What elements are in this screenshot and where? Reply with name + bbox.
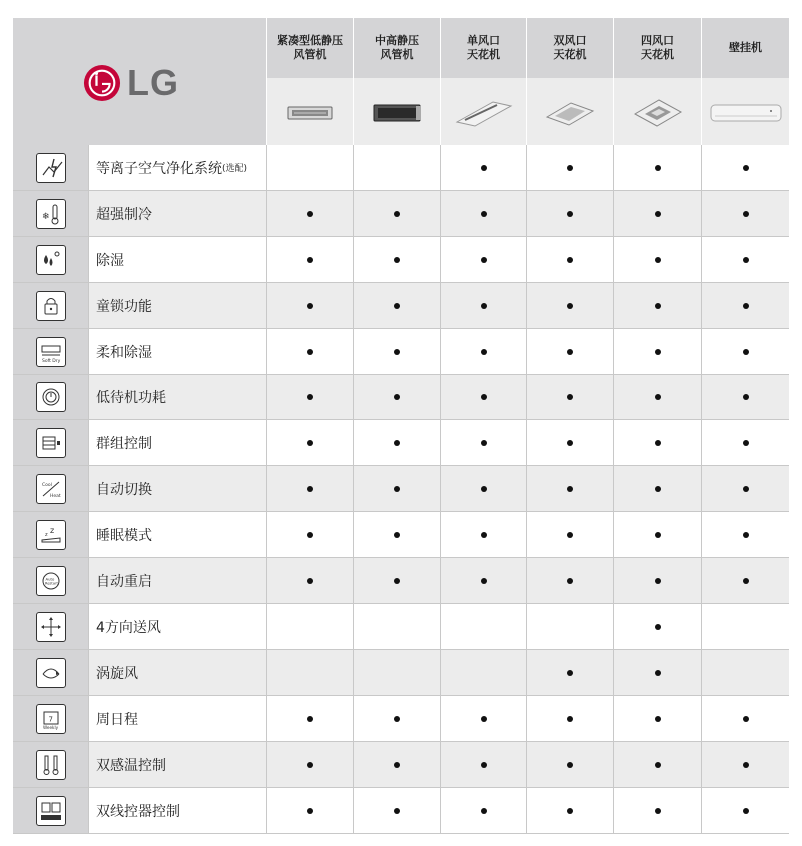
supported-dot [307, 440, 313, 446]
support-cell [613, 650, 701, 696]
support-cell [613, 696, 701, 742]
supported-dot [567, 578, 573, 584]
support-cell [613, 237, 701, 283]
support-cell [701, 420, 789, 466]
support-cell [526, 512, 613, 558]
supported-dot [655, 578, 661, 584]
column-header [526, 18, 613, 145]
feature-name: 除湿 [96, 252, 124, 269]
support-cell [613, 145, 701, 191]
supported-dot [567, 670, 573, 676]
supported-dot [394, 716, 400, 722]
table-row [13, 420, 789, 466]
supported-dot [394, 440, 400, 446]
support-cell [526, 237, 613, 283]
support-cell [701, 604, 789, 650]
feature-icon-cell [13, 283, 88, 329]
support-cell [613, 788, 701, 834]
support-cell [353, 512, 440, 558]
table-row [13, 558, 789, 604]
supported-dot [307, 349, 313, 355]
support-cell [353, 696, 440, 742]
support-cell [353, 420, 440, 466]
supported-dot [567, 532, 573, 538]
support-cell [353, 283, 440, 329]
supported-dot [655, 440, 661, 446]
supported-dot [567, 394, 573, 400]
supported-dot [655, 349, 661, 355]
supported-dot [655, 165, 661, 171]
support-cell [266, 420, 353, 466]
supported-dot [307, 211, 313, 217]
feature-icon-cell [13, 604, 88, 650]
logo-text: LG [127, 62, 179, 103]
supported-dot [743, 211, 749, 217]
support-cell [266, 650, 353, 696]
support-cell [701, 145, 789, 191]
supported-dot [394, 394, 400, 400]
supported-dot [307, 578, 313, 584]
support-cell [266, 145, 353, 191]
row-divider [13, 833, 789, 834]
support-cell [266, 283, 353, 329]
support-cell [613, 283, 701, 329]
support-cell [266, 237, 353, 283]
support-cell [353, 145, 440, 191]
feature-label [96, 329, 152, 375]
supported-dot [743, 762, 749, 768]
supported-dot [567, 211, 573, 217]
feature-icon-cell [13, 696, 88, 742]
4-way-airflow-icon [36, 612, 66, 642]
support-cell [613, 558, 701, 604]
supported-dot [567, 349, 573, 355]
supported-dot [743, 716, 749, 722]
support-cell [266, 466, 353, 512]
plasma-air-purification-icon [36, 153, 66, 183]
table-row [13, 788, 789, 834]
feature-label [96, 375, 166, 421]
supported-dot [743, 165, 749, 171]
support-cell [266, 512, 353, 558]
feature-icon-cell [13, 466, 88, 512]
2-way-cassette-image [527, 78, 613, 145]
support-cell [701, 375, 789, 421]
supported-dot [481, 165, 487, 171]
feature-name: 涡旋风 [96, 665, 138, 682]
supported-dot [307, 532, 313, 538]
supported-dot [567, 762, 573, 768]
svg-text:Cool: Cool [41, 483, 52, 489]
supported-dot [655, 762, 661, 768]
table-row [13, 742, 789, 788]
feature-icon-cell [13, 742, 88, 788]
feature-name: 自动重启 [96, 574, 152, 591]
supported-dot [481, 532, 487, 538]
feature-name: 童锁功能 [96, 298, 152, 315]
support-cell [526, 145, 613, 191]
svg-text:Soft Dry: Soft Dry [41, 358, 60, 364]
support-cell [353, 742, 440, 788]
column-divider [88, 145, 89, 834]
supported-dot [743, 303, 749, 309]
lg-logo [83, 62, 179, 104]
supported-dot [307, 808, 313, 814]
support-cell [526, 604, 613, 650]
support-cell [526, 788, 613, 834]
support-cell [526, 283, 613, 329]
feature-label [96, 420, 152, 466]
column-name: 中高静压 风管机 [354, 18, 440, 78]
svg-text:Heat: Heat [49, 494, 61, 500]
soft-dry-icon [36, 337, 66, 367]
feature-name: 周日程 [96, 711, 138, 728]
supported-dot [394, 257, 400, 263]
supported-dot [481, 394, 487, 400]
table-row [13, 237, 789, 283]
support-cell [440, 558, 526, 604]
column-header [353, 18, 440, 145]
feature-name: 双感温控制 [96, 757, 166, 774]
supported-dot [655, 808, 661, 814]
feature-name: 自动切换 [96, 482, 152, 499]
supported-dot [655, 211, 661, 217]
support-cell [701, 558, 789, 604]
support-cell [440, 283, 526, 329]
feature-icon-cell [13, 191, 88, 237]
feature-icon-cell [13, 558, 88, 604]
supported-dot [655, 670, 661, 676]
feature-name: 等离子空气净化系统 [96, 160, 222, 177]
supported-dot [567, 440, 573, 446]
support-cell [266, 329, 353, 375]
feature-label [96, 650, 138, 696]
feature-name: 超强制冷 [96, 206, 152, 223]
table-row [13, 696, 789, 742]
auto-restart-icon [36, 566, 66, 596]
column-name: 壁挂机 [702, 18, 789, 78]
4-way-cassette-image [614, 78, 701, 145]
feature-icon-cell [13, 650, 88, 696]
weekly-schedule-icon [36, 704, 66, 734]
support-cell [701, 650, 789, 696]
svg-text:❄: ❄ [41, 211, 50, 222]
support-cell [353, 788, 440, 834]
feature-name: 双线控器控制 [96, 803, 180, 820]
support-cell [526, 558, 613, 604]
supported-dot [481, 257, 487, 263]
supported-dot [481, 211, 487, 217]
supported-dot [481, 440, 487, 446]
supported-dot [394, 303, 400, 309]
support-cell [440, 420, 526, 466]
auto-changeover-icon [36, 474, 66, 504]
support-cell [701, 237, 789, 283]
feature-label [96, 558, 152, 604]
feature-note: (选配) [222, 164, 248, 175]
supported-dot [394, 349, 400, 355]
support-cell [353, 604, 440, 650]
support-cell [526, 696, 613, 742]
supported-dot [307, 486, 313, 492]
supported-dot [655, 532, 661, 538]
supported-dot [394, 532, 400, 538]
feature-icon-cell [13, 788, 88, 834]
1-way-cassette-image [441, 78, 526, 145]
svg-text:Auto: Auto [45, 576, 54, 582]
supported-dot [307, 257, 313, 263]
supported-dot [655, 486, 661, 492]
swirl-wind-icon [36, 658, 66, 688]
supported-dot [394, 808, 400, 814]
supported-dot [743, 532, 749, 538]
support-cell [526, 191, 613, 237]
support-cell [613, 512, 701, 558]
feature-icon-cell [13, 329, 88, 375]
supported-dot [307, 394, 313, 400]
support-cell [353, 558, 440, 604]
column-name: 四风口 天花机 [614, 18, 701, 78]
supported-dot [567, 257, 573, 263]
support-cell [440, 512, 526, 558]
support-cell [353, 329, 440, 375]
column-name: 紧凑型低静压 风管机 [267, 18, 353, 78]
supported-dot [481, 486, 487, 492]
feature-icon-cell [13, 375, 88, 421]
dual-thermistor-icon [36, 750, 66, 780]
support-cell [526, 329, 613, 375]
supported-dot [307, 716, 313, 722]
support-cell [701, 466, 789, 512]
supported-dot [567, 808, 573, 814]
support-cell [613, 329, 701, 375]
supported-dot [481, 349, 487, 355]
supported-dot [655, 716, 661, 722]
support-cell [526, 420, 613, 466]
support-cell [613, 604, 701, 650]
supported-dot [394, 211, 400, 217]
support-cell [701, 696, 789, 742]
support-cell [440, 145, 526, 191]
table-row [13, 375, 789, 421]
supported-dot [394, 578, 400, 584]
supported-dot [307, 762, 313, 768]
wall-mounted-unit-image [702, 78, 789, 145]
table-row [13, 329, 789, 375]
feature-icon-cell [13, 512, 88, 558]
support-cell [613, 420, 701, 466]
support-cell [266, 375, 353, 421]
support-cell [440, 237, 526, 283]
svg-text:z: z [49, 526, 54, 536]
support-cell [526, 742, 613, 788]
supported-dot [481, 578, 487, 584]
support-cell [613, 466, 701, 512]
column-name: 单风口 天花机 [441, 18, 526, 78]
feature-comparison-table [13, 18, 789, 834]
supported-dot [481, 808, 487, 814]
support-cell [440, 329, 526, 375]
support-cell [701, 512, 789, 558]
table-row [13, 604, 789, 650]
support-cell [440, 742, 526, 788]
brand-header [13, 18, 266, 145]
supported-dot [743, 349, 749, 355]
feature-label [96, 512, 152, 558]
group-control-icon [36, 428, 66, 458]
table-row [13, 283, 789, 329]
support-cell [613, 375, 701, 421]
supported-dot [394, 486, 400, 492]
supported-dot [481, 716, 487, 722]
support-cell [440, 788, 526, 834]
support-cell [353, 375, 440, 421]
support-cell [440, 375, 526, 421]
column-header [440, 18, 526, 145]
support-cell [526, 375, 613, 421]
supported-dot [743, 486, 749, 492]
jet-cool-icon [36, 199, 66, 229]
column-header [701, 18, 789, 145]
lg-logo-icon [83, 64, 121, 102]
supported-dot [567, 486, 573, 492]
column-name: 双风口 天花机 [527, 18, 613, 78]
table-row [13, 466, 789, 512]
feature-name: 睡眠模式 [96, 528, 152, 545]
feature-icon-cell [13, 237, 88, 283]
dehumidify-icon [36, 245, 66, 275]
column-header [266, 18, 353, 145]
feature-name: 4方向送风 [96, 619, 161, 636]
supported-dot [655, 257, 661, 263]
feature-name: 群组控制 [96, 436, 152, 453]
dual-remote-controller-icon [36, 796, 66, 826]
supported-dot [655, 394, 661, 400]
support-cell [701, 329, 789, 375]
child-lock-icon [36, 291, 66, 321]
support-cell [353, 466, 440, 512]
support-cell [701, 742, 789, 788]
supported-dot [743, 808, 749, 814]
supported-dot [567, 716, 573, 722]
feature-label [96, 237, 124, 283]
support-cell [613, 191, 701, 237]
support-cell [701, 788, 789, 834]
supported-dot [567, 303, 573, 309]
svg-text:Weekly: Weekly [42, 724, 58, 730]
feature-label [96, 788, 180, 834]
supported-dot [394, 762, 400, 768]
support-cell [266, 558, 353, 604]
feature-label [96, 604, 161, 650]
support-cell [266, 696, 353, 742]
support-cell [701, 283, 789, 329]
feature-label [96, 466, 152, 512]
column-header [613, 18, 701, 145]
support-cell [353, 191, 440, 237]
feature-icon-cell [13, 145, 88, 191]
svg-text:Restart: Restart [44, 581, 58, 586]
feature-label [96, 191, 152, 237]
supported-dot [655, 303, 661, 309]
support-cell [440, 191, 526, 237]
feature-icon-cell [13, 420, 88, 466]
feature-label [96, 742, 166, 788]
supported-dot [481, 303, 487, 309]
svg-text:7: 7 [48, 715, 53, 724]
support-cell [266, 742, 353, 788]
feature-label [96, 696, 138, 742]
svg-text:z: z [44, 532, 48, 539]
supported-dot [743, 440, 749, 446]
feature-name: 柔和除湿 [96, 344, 152, 361]
supported-dot [307, 303, 313, 309]
low-standby-power-icon [36, 382, 66, 412]
support-cell [440, 650, 526, 696]
table-row [13, 650, 789, 696]
table-row [13, 512, 789, 558]
table-row [13, 191, 789, 237]
feature-name: 低待机功耗 [96, 390, 166, 407]
high-static-duct-unit-image [354, 78, 440, 145]
support-cell [266, 788, 353, 834]
supported-dot [743, 394, 749, 400]
sleep-mode-icon [36, 520, 66, 550]
support-cell [526, 650, 613, 696]
supported-dot [481, 762, 487, 768]
support-cell [266, 191, 353, 237]
support-cell [440, 604, 526, 650]
table-row [13, 145, 789, 191]
feature-label [96, 283, 152, 329]
supported-dot [567, 165, 573, 171]
compact-duct-unit-image [267, 78, 353, 145]
supported-dot [743, 257, 749, 263]
support-cell [701, 191, 789, 237]
support-cell [440, 696, 526, 742]
support-cell [353, 650, 440, 696]
support-cell [266, 604, 353, 650]
support-cell [613, 742, 701, 788]
supported-dot [743, 578, 749, 584]
supported-dot [655, 624, 661, 630]
feature-label [96, 145, 247, 191]
support-cell [353, 237, 440, 283]
support-cell [440, 466, 526, 512]
support-cell [526, 466, 613, 512]
